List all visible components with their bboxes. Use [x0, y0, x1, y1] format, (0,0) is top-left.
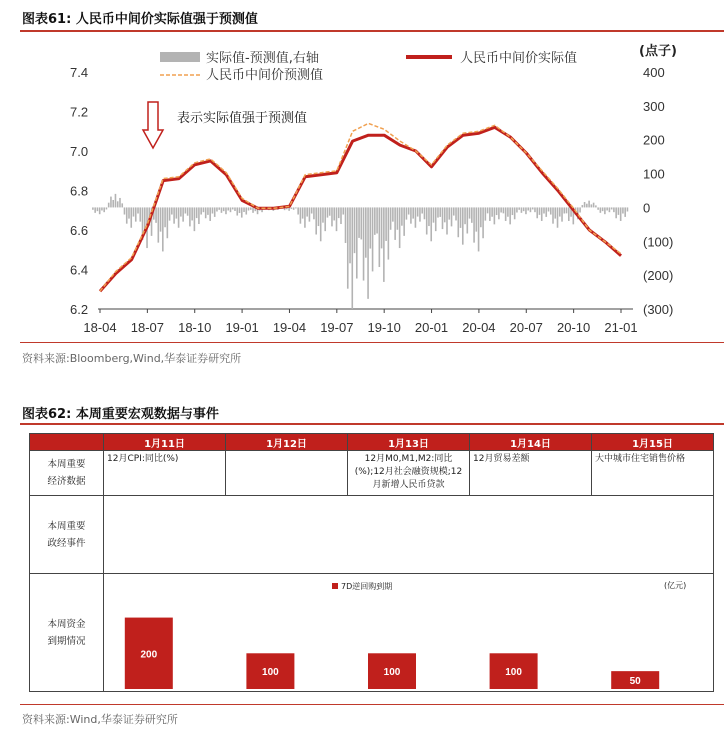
difference-bar — [376, 207, 378, 233]
bar-value-label: 100 — [505, 667, 522, 679]
difference-bar — [374, 207, 376, 234]
difference-bar — [518, 207, 520, 209]
difference-bar — [248, 207, 250, 210]
y-right-tick-label: 300 — [643, 98, 665, 114]
difference-bar — [530, 207, 532, 212]
difference-bar — [604, 207, 606, 214]
x-tick-label: 19-04 — [272, 320, 307, 335]
table-header-row — [30, 434, 714, 451]
difference-bar — [171, 207, 173, 214]
row-label-line: 本周重要 — [47, 459, 86, 470]
difference-bar — [381, 207, 383, 248]
table-cell: 大中城市住宅销售价格 — [592, 451, 714, 496]
difference-bar — [627, 207, 629, 211]
difference-bar — [225, 207, 227, 214]
difference-bar — [101, 207, 103, 210]
down-arrow-icon — [143, 102, 163, 148]
difference-bar — [426, 207, 428, 234]
difference-bar — [97, 207, 99, 211]
difference-bar — [245, 207, 247, 214]
difference-bar — [218, 207, 220, 209]
figure-62-title: 图表62: 本周重要宏观数据与事件 — [22, 407, 219, 422]
y-left-tick-label: 6.4 — [70, 262, 89, 278]
difference-bar — [469, 207, 471, 218]
difference-bar — [460, 207, 462, 227]
table-cell: 12月贸易差额 — [470, 451, 592, 496]
difference-bar — [336, 207, 338, 231]
difference-bar — [205, 207, 207, 218]
difference-bar — [203, 207, 205, 212]
difference-bar — [365, 207, 367, 257]
difference-bar — [561, 207, 563, 221]
legend-bar-swatch — [160, 52, 200, 62]
table-header-day: 1月11日 — [104, 434, 226, 451]
difference-bar — [606, 207, 608, 210]
figure-62-title-rule — [20, 423, 724, 425]
difference-bar — [187, 207, 189, 215]
difference-bar — [512, 207, 514, 215]
x-tick-label: 19-07 — [320, 320, 354, 335]
difference-bar — [455, 207, 457, 220]
difference-bar — [356, 207, 358, 278]
difference-bar — [406, 207, 408, 219]
difference-bar — [313, 207, 315, 219]
difference-bar — [320, 207, 322, 241]
figure-61-title-rule — [20, 30, 724, 32]
difference-bar — [121, 203, 123, 207]
difference-bar — [584, 202, 586, 207]
difference-bar — [399, 207, 401, 248]
difference-bar — [595, 205, 597, 207]
y-left-tick-label: 7.2 — [70, 104, 89, 120]
difference-bar — [410, 207, 412, 223]
difference-bar — [189, 207, 191, 226]
difference-bar — [94, 207, 96, 212]
difference-bar — [557, 207, 559, 227]
difference-bar — [412, 207, 414, 218]
difference-bar — [482, 207, 484, 238]
difference-bar — [331, 207, 333, 226]
difference-bar — [139, 207, 141, 221]
row-label-line: 本周重要 — [47, 520, 86, 532]
difference-bar — [227, 207, 229, 210]
difference-bar — [419, 207, 421, 221]
difference-bar — [327, 207, 329, 217]
difference-bar — [169, 207, 171, 220]
difference-bar — [108, 203, 110, 208]
difference-bar — [103, 207, 105, 212]
difference-bar — [164, 207, 166, 227]
difference-bar — [471, 207, 473, 222]
difference-bar — [349, 207, 351, 263]
difference-bar — [309, 207, 311, 221]
difference-bar — [622, 207, 624, 213]
y-left-tick-label: 7.0 — [70, 144, 89, 159]
difference-bar — [566, 207, 568, 213]
difference-bar — [212, 207, 214, 213]
difference-bar — [397, 207, 399, 229]
difference-bar — [291, 207, 293, 209]
difference-bar — [182, 207, 184, 221]
table-header-day: 1月14日 — [470, 434, 592, 451]
difference-bar — [196, 207, 198, 218]
difference-bar — [523, 207, 525, 211]
x-tick-label: 20-10 — [557, 320, 591, 335]
y-right-tick-label: 200 — [643, 132, 665, 148]
difference-bar — [478, 207, 480, 251]
difference-bar — [363, 207, 365, 280]
difference-bar — [115, 194, 117, 208]
difference-bar — [593, 203, 595, 208]
difference-bar — [559, 207, 561, 216]
difference-bar — [173, 207, 175, 223]
difference-bar — [613, 207, 615, 212]
difference-bar — [403, 207, 405, 235]
difference-bar — [394, 207, 396, 240]
figure-62-bottom-rule — [20, 704, 724, 705]
difference-bar — [372, 207, 374, 271]
difference-bar — [552, 207, 554, 223]
difference-bar — [155, 207, 157, 222]
difference-bar — [485, 207, 487, 220]
difference-bar — [496, 207, 498, 215]
table-header-day: 1月12日 — [226, 434, 348, 451]
difference-bar — [137, 207, 139, 213]
y-right-tick-label: (100) — [643, 234, 674, 250]
legend-swatch — [332, 583, 338, 589]
difference-bar — [347, 207, 349, 288]
figure-62-source: 资料来源:Wind,华泰证券研究所 — [22, 713, 178, 726]
difference-bar — [160, 207, 162, 231]
row-label-line: 经济数据 — [47, 476, 86, 487]
row-label-line: 政经事件 — [47, 537, 86, 549]
difference-bar — [534, 207, 536, 212]
chart-reverse-repo-maturity — [104, 576, 712, 692]
difference-bar — [421, 207, 423, 213]
difference-bar — [250, 207, 252, 209]
difference-bar — [185, 207, 187, 213]
difference-bar — [516, 207, 518, 212]
difference-bar — [388, 207, 390, 259]
y-left-tick-label: 7.4 — [70, 65, 89, 80]
difference-bar — [480, 207, 482, 227]
difference-bar — [563, 207, 565, 213]
chart-cny-fixing — [0, 38, 727, 343]
difference-bar — [487, 207, 489, 213]
x-tick-label: 18-07 — [130, 320, 164, 335]
difference-bar — [112, 200, 114, 207]
difference-bar — [424, 207, 426, 219]
difference-bar — [106, 207, 108, 209]
table-header-corner — [30, 434, 104, 451]
bar-value-label: 200 — [140, 649, 158, 661]
difference-bar — [236, 207, 238, 215]
difference-bar — [209, 207, 211, 221]
difference-bar — [216, 207, 218, 211]
difference-bar — [361, 207, 363, 239]
difference-bar — [586, 204, 588, 208]
right-axis-unit: (点子) — [639, 44, 677, 59]
difference-bar — [167, 207, 169, 238]
difference-bar — [568, 207, 570, 221]
x-tick-label: 19-10 — [367, 320, 401, 335]
difference-bar — [135, 207, 137, 221]
difference-bar — [110, 197, 112, 208]
y-left-tick-label: 6.2 — [70, 302, 89, 317]
difference-bar — [379, 207, 381, 267]
difference-bar — [500, 207, 502, 212]
difference-bar — [451, 207, 453, 226]
difference-bar — [392, 207, 394, 221]
difference-bar — [462, 207, 464, 244]
difference-bar — [207, 207, 209, 214]
difference-bar — [503, 207, 505, 213]
difference-bar — [324, 207, 326, 231]
y-left-tick-label: 6.8 — [70, 183, 89, 199]
difference-bar — [437, 207, 439, 217]
difference-bar — [464, 207, 466, 224]
y-right-tick-label: 100 — [643, 166, 665, 182]
difference-bar — [333, 207, 335, 220]
difference-bar — [191, 207, 193, 220]
forecast-fixing-line — [100, 123, 621, 291]
difference-bar — [338, 207, 340, 218]
annotation-text: 表示实际值强于预测值 — [177, 111, 308, 126]
row-label-line: 到期情况 — [47, 635, 86, 647]
table-cell: 12月CPI:同比(%) — [104, 451, 226, 496]
difference-bar — [297, 207, 299, 214]
difference-bar — [548, 207, 550, 211]
difference-bar — [117, 201, 119, 207]
difference-bar — [302, 207, 304, 218]
difference-bar — [514, 207, 516, 219]
x-tick-label: 18-10 — [178, 320, 212, 335]
difference-bar — [521, 207, 523, 212]
difference-bar — [295, 207, 297, 208]
difference-bar — [602, 207, 604, 211]
difference-bar — [198, 207, 200, 224]
bar-value-label: 50 — [629, 676, 641, 688]
difference-bar — [119, 198, 121, 207]
difference-bar — [448, 207, 450, 219]
difference-bar — [591, 204, 593, 207]
difference-bar — [597, 207, 599, 209]
difference-bar — [446, 207, 448, 234]
difference-bar — [554, 207, 556, 218]
difference-bar — [288, 207, 290, 210]
difference-bar — [322, 207, 324, 222]
x-tick-label: 20-01 — [414, 320, 449, 335]
bar-value-label: 100 — [262, 667, 279, 679]
row-label — [30, 574, 104, 692]
difference-bar — [234, 207, 236, 211]
difference-bar — [453, 207, 455, 215]
difference-bar — [128, 207, 130, 218]
difference-bar — [200, 207, 202, 214]
difference-bar — [92, 207, 94, 209]
difference-bar — [439, 207, 441, 216]
difference-bar — [545, 207, 547, 216]
difference-bar — [430, 207, 432, 241]
difference-bar — [541, 207, 543, 221]
difference-bar — [415, 207, 417, 227]
figure-61-title: 图表61: 人民币中间价实际值强于预测值 — [22, 12, 258, 27]
difference-bar — [433, 207, 435, 222]
difference-bar — [491, 207, 493, 216]
difference-bar — [315, 207, 317, 234]
difference-bar — [293, 207, 295, 209]
unit-label: (亿元) — [664, 581, 687, 590]
difference-bar — [230, 207, 232, 212]
row-label — [30, 451, 104, 496]
difference-bar — [609, 207, 611, 212]
y-right-tick-label: 400 — [643, 65, 665, 80]
difference-bar — [543, 207, 545, 213]
difference-bar — [408, 207, 410, 214]
difference-bar — [367, 207, 369, 298]
difference-bar — [351, 207, 353, 309]
difference-bar — [550, 207, 552, 214]
figure-61-source: 资料来源:Bloomberg,Wind,华泰证券研究所 — [22, 352, 242, 365]
difference-bar — [476, 207, 478, 231]
difference-bar — [525, 207, 527, 214]
difference-bar — [311, 207, 313, 213]
table-cell: 12月M0,M1,M2:同比(%);12月社会融资规模;12月新增人民币贷款 — [348, 451, 470, 496]
difference-bar — [158, 207, 160, 242]
legend-actual-label: 人民币中间价实际值 — [460, 51, 578, 66]
table-cell — [226, 451, 348, 496]
y-left-tick-label: 6.6 — [70, 223, 89, 238]
difference-bar — [180, 207, 182, 216]
x-tick-label: 20-07 — [509, 320, 543, 335]
difference-bar — [467, 207, 469, 233]
difference-bar — [442, 207, 444, 229]
bar-value-label: 100 — [383, 667, 401, 679]
legend-label: 7D逆回购到期 — [341, 582, 393, 591]
difference-bar — [385, 207, 387, 241]
difference-bar — [611, 207, 613, 209]
difference-bar — [133, 207, 135, 216]
difference-bar — [390, 207, 392, 229]
difference-bar — [345, 207, 347, 243]
difference-bar — [507, 207, 509, 216]
difference-bar — [162, 207, 164, 251]
difference-bar — [304, 207, 306, 227]
difference-bar — [473, 207, 475, 242]
difference-bar — [600, 207, 602, 212]
difference-bar — [536, 207, 538, 218]
y-right-tick-label: (200) — [643, 268, 674, 284]
difference-bar — [124, 207, 126, 214]
difference-bar — [223, 207, 225, 211]
difference-bar — [176, 207, 178, 218]
difference-bar — [582, 205, 584, 207]
difference-bar — [252, 207, 254, 212]
figure-61-bottom-rule — [20, 342, 724, 343]
difference-bar — [588, 201, 590, 208]
difference-bar — [444, 207, 446, 222]
difference-bar — [457, 207, 459, 237]
difference-bar — [370, 207, 372, 248]
difference-bar — [239, 207, 241, 213]
difference-bar — [498, 207, 500, 219]
difference-bar — [509, 207, 511, 224]
table-row — [30, 496, 714, 574]
table-header-day: 1月15日 — [592, 434, 714, 451]
difference-bar — [232, 207, 234, 209]
difference-bar — [130, 207, 132, 227]
difference-bar — [615, 207, 617, 218]
difference-bar — [354, 207, 356, 253]
difference-bar — [428, 207, 430, 226]
difference-bar — [126, 207, 128, 223]
difference-bar — [194, 207, 196, 231]
x-tick-label: 18-04 — [83, 320, 117, 335]
x-tick-label: 21-01 — [604, 320, 638, 335]
difference-bar — [417, 207, 419, 216]
difference-bar — [620, 207, 622, 221]
difference-bar — [624, 207, 626, 216]
difference-bar — [358, 207, 360, 237]
legend-forecast-label: 人民币中间价预测值 — [206, 68, 324, 83]
table-row — [30, 451, 714, 496]
difference-bar — [318, 207, 320, 226]
table-header-day: 1月13日 — [348, 434, 470, 451]
difference-bar — [214, 207, 216, 216]
difference-bar — [221, 207, 223, 212]
difference-bar — [532, 207, 534, 209]
difference-bar — [618, 207, 620, 214]
difference-bar — [435, 207, 437, 231]
y-right-tick-label: (300) — [643, 302, 674, 317]
row-label-line: 本周资金 — [47, 618, 86, 630]
difference-bar — [527, 207, 529, 210]
difference-bar — [241, 207, 243, 217]
x-tick-label: 20-04 — [462, 320, 496, 335]
legend-bar-label: 实际值-预测值,右轴 — [206, 51, 319, 66]
x-tick-label: 19-01 — [225, 320, 259, 335]
difference-bar — [340, 207, 342, 224]
difference-bar — [489, 207, 491, 221]
y-right-tick-label: 0 — [643, 200, 651, 216]
row-label — [30, 496, 104, 574]
difference-bar — [579, 207, 581, 212]
difference-bar — [243, 207, 245, 212]
difference-bar — [178, 207, 180, 227]
difference-bar — [494, 207, 496, 224]
difference-bar — [306, 207, 308, 216]
difference-bar — [329, 207, 331, 215]
difference-bar — [300, 207, 302, 223]
events-empty-cell — [104, 496, 714, 574]
difference-bar — [99, 207, 101, 214]
difference-bar — [342, 207, 344, 214]
difference-bar — [383, 207, 385, 281]
difference-bar — [401, 207, 403, 225]
difference-bar — [539, 207, 541, 214]
difference-bar — [144, 207, 146, 229]
difference-bar — [505, 207, 507, 221]
